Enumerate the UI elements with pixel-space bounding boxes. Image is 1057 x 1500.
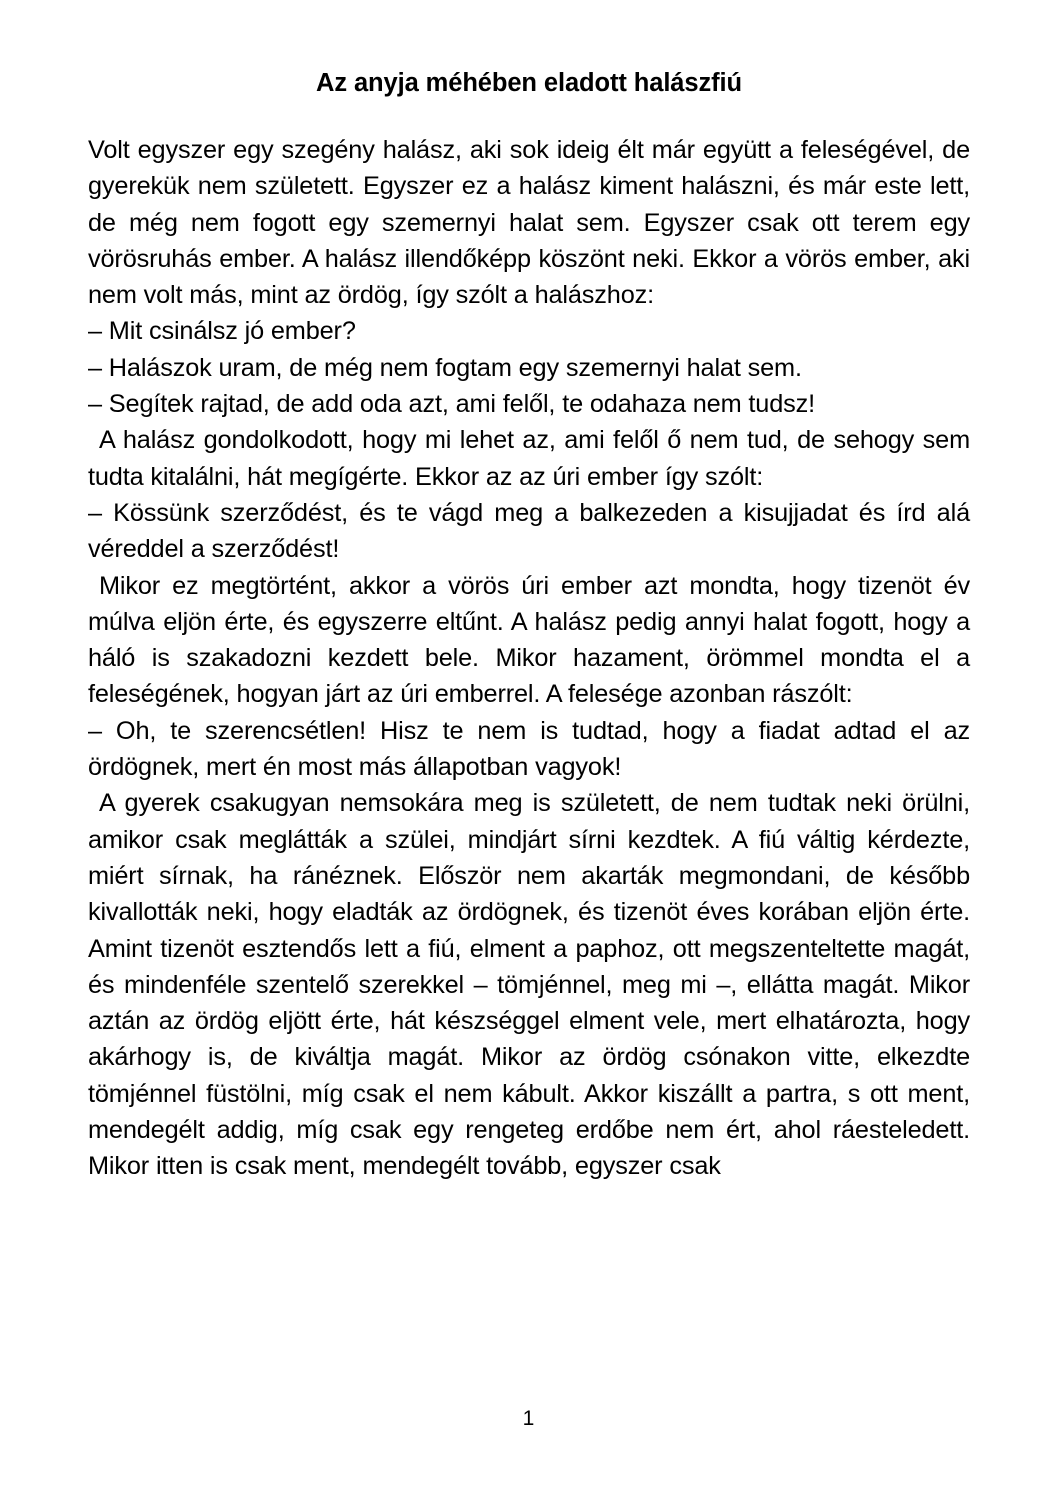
dialogue-line-4: – Kössünk szerződést, és te vágd meg a balkezeden a kisujjadat és írd alá véreddel a szerződést! bbox=[88, 498, 970, 564]
page-number: 1 bbox=[522, 1407, 535, 1430]
paragraph-1: Volt egyszer egy szegény halász, aki sok ideig élt már együtt a feleségével, de gyerekük nem született. Egyszer ez a halász kiment halászni, és már este lett, de még nem fogott egy szemernyi halat sem. Egyszer csak ott terem egy vörösruhás ember. A halász illendőképp köszönt neki. Ekkor a vörös ember, aki nem volt más, mint az ördög, így szólt a halászhoz: bbox=[88, 136, 970, 310]
paragraph-4: A gyerek csakugyan nemsokára meg is született, de nem tudtak neki örülni, amikor csak meglátták a szülei, mindjárt sírni kezdtek. A fiú váltig kérdezte, miért sírnak, ha ránéznek. Először nem akarták megmondani, de később kivallották neki, hogy eladták az ördögnek, és tizenöt éves korában eljön érte. Amint tizenöt esztendős lett a fiú, elment a paphoz, ott megszenteltette magát, és mindenféle szentelő szerekkel – tömjénnel, meg mi –, ellátta magát. Mikor aztán az ördög eljött érte, hát készséggel elment vele, mert elhatározta, hogy akárhogy is, de kiváltja magát. Mikor az ördög csónakon vitte, elkezdte tömjénnel füstölni, míg csak el nem kábult. Akkor kiszállt a partra, s ott ment, mendegélt addig, míg csak egy rengeteg erdőbe nem ért, ahol ráesteledett. Mikor itten is csak ment, mendegélt tovább, egyszer csak bbox=[88, 789, 970, 1181]
dialogue-line-3: – Segítek rajtad, de add oda azt, ami felől, te odahaza nem tudsz! bbox=[88, 390, 815, 419]
paragraph-2: A halász gondolkodott, hogy mi lehet az, ami felől ő nem tud, de sehogy sem tudta kitalálni, hát megígérte. Ekkor az az úri ember így szólt: bbox=[88, 426, 970, 491]
dialogue-line-5: – Oh, te szerencsétlen! Hisz te nem is tudtad, hogy a fiadat adtad el az ördögnek, mert én most más állapotban vagyok! bbox=[88, 716, 970, 782]
dialogue-line-2: – Halászok uram, de még nem fogtam egy szemernyi halat sem. bbox=[88, 353, 802, 382]
page-content bbox=[88, 66, 970, 1185]
dialogue-line-1: – Mit csinálsz jó ember? bbox=[88, 317, 356, 346]
page-title: Az anyja méhében eladott halászfiú bbox=[316, 69, 742, 97]
paragraph-3: Mikor ez megtörtént, akkor a vörös úri ember azt mondta, hogy tizenöt év múlva eljön érte, és egyszerre eltűnt. A halász pedig annyi halat fogott, hogy a háló is szakadozni kezdett bele. Mikor hazament, örömmel mondta el a feleségének, hogyan járt az úri emberrel. A felesége azonban rászólt: bbox=[88, 571, 970, 709]
